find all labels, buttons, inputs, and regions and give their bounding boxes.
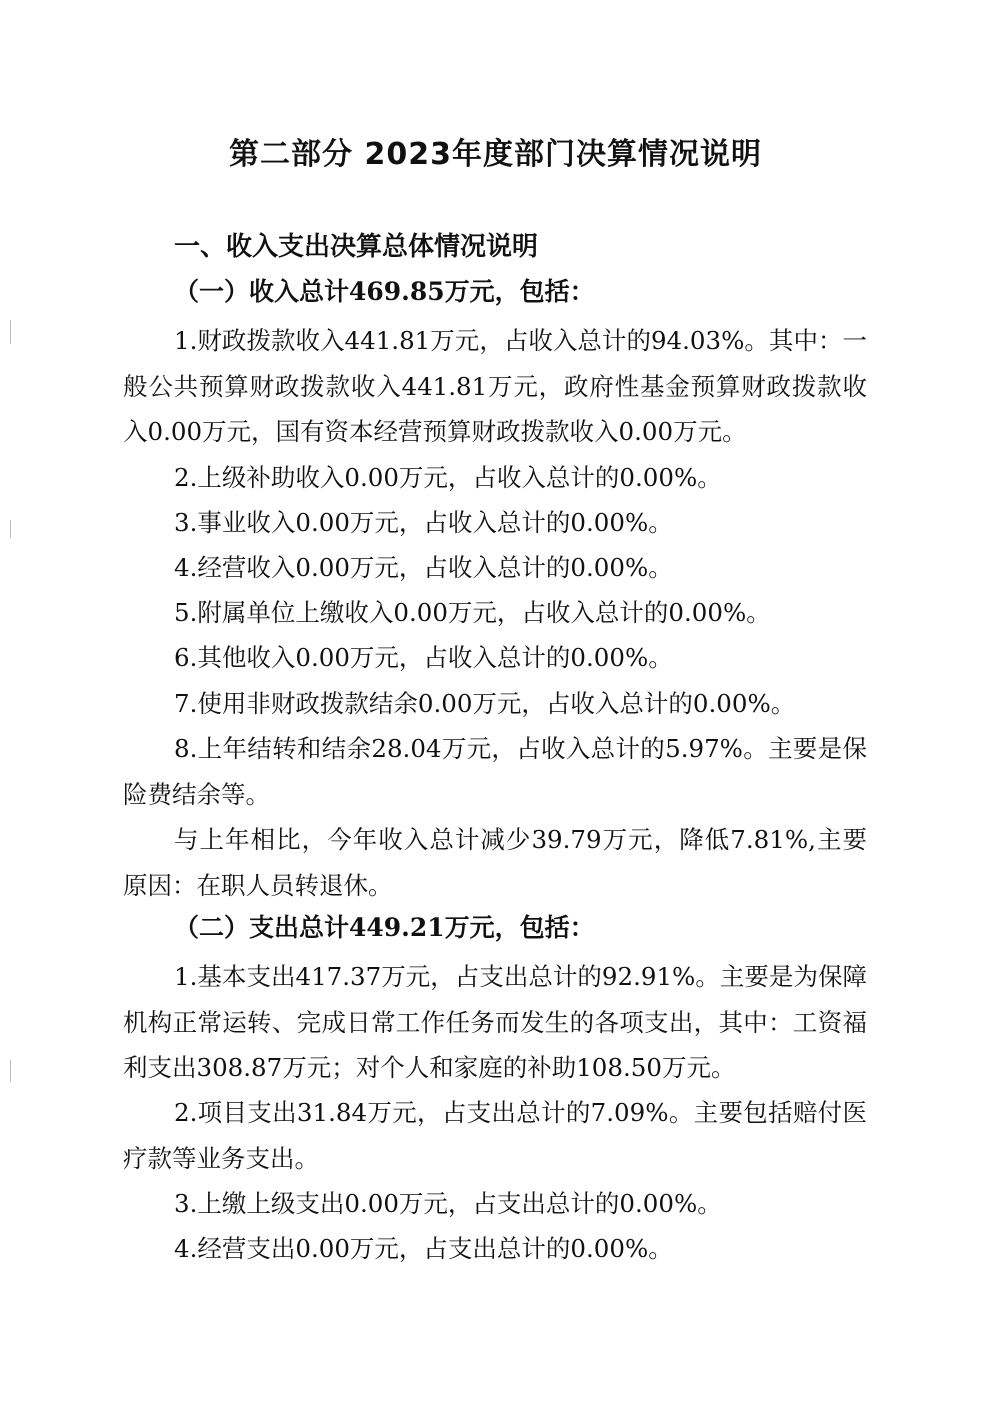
scan-edge-mark — [10, 320, 11, 344]
income-item-8: 8.上年结转和结余28.04万元，占收入总计的5.97%。主要是保险费结余等。 — [123, 734, 867, 809]
income-item-5: 5.附属单位上缴收入0.00万元，占收入总计的0.00%。 — [174, 598, 771, 627]
expenditure-item-4: 4.经营支出0.00万元，占支出总计的0.00%。 — [174, 1234, 673, 1263]
income-item-6: 6.其他收入0.00万元，占收入总计的0.00%。 — [174, 643, 673, 672]
subsection-heading-expenditure: （二）支出总计449.21万元，包括： — [174, 913, 595, 942]
scan-edge-mark — [10, 1060, 11, 1082]
income-item-1: 1.财政拨款收入441.81万元，占收入总计的94.03%。其中：一般公共预算财政拨款收入441.81万元，政府性基金预算财政拨款收入0.00万元，国有资本经营预算财政拨款收入0.00万元。 — [123, 326, 867, 446]
expenditure-item-3: 3.上缴上级支出0.00万元，占支出总计的0.00%。 — [174, 1189, 722, 1218]
income-comparison: 与上年相比，今年收入总计减少39.79万元，降低7.81%,主要原因：在职人员转退休。 — [123, 825, 867, 900]
expenditure-item-2: 2.项目支出31.84万元，占支出总计的7.09%。主要包括赔付医疗款等业务支出。 — [123, 1098, 867, 1173]
income-item-3: 3.事业收入0.00万元，占收入总计的0.00%。 — [174, 508, 673, 537]
section-heading-overview: 一、收入支出决算总体情况说明 — [174, 232, 539, 262]
income-item-7: 7.使用非财政拨款结余0.00万元，占收入总计的0.00%。 — [174, 689, 796, 718]
scan-edge-mark — [10, 520, 11, 538]
page-title: 第二部分 2023年度部门决算情况说明 — [229, 137, 762, 172]
income-item-2: 2.上级补助收入0.00万元，占收入总计的0.00%。 — [174, 463, 722, 492]
expenditure-item-1: 1.基本支出417.37万元，占支出总计的92.91%。主要是为保障机构正常运转、完成日常工作任务而发生的各项支出，其中：工资福利支出308.87万元；对个人和家庭的补助108.50万元。 — [123, 962, 867, 1082]
subsection-heading-income: （一）收入总计469.85万元，包括： — [174, 277, 595, 306]
income-item-4: 4.经营收入0.00万元，占收入总计的0.00%。 — [174, 553, 673, 582]
